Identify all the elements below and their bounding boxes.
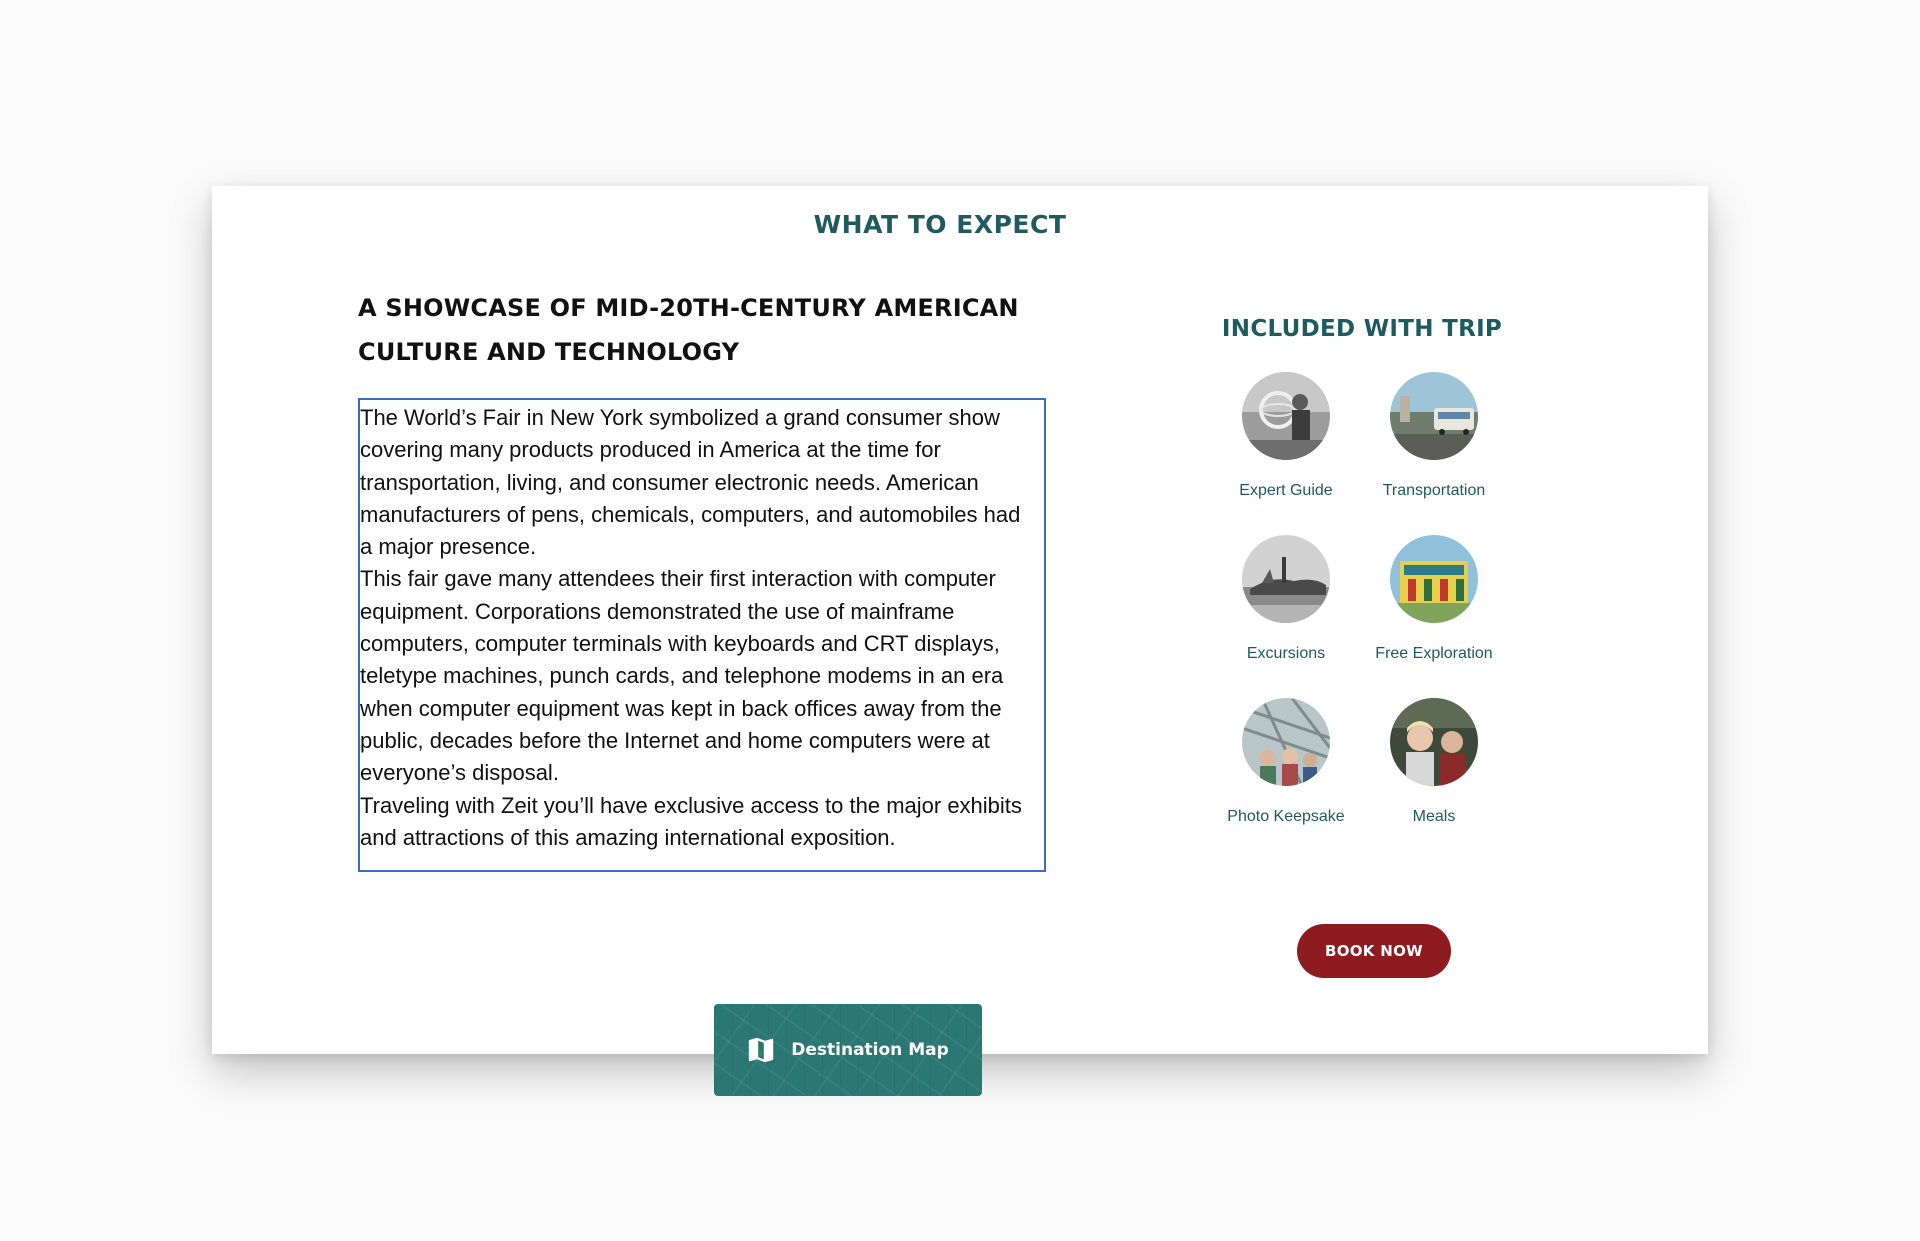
feature-excursions (1212, 535, 1360, 698)
article-column (358, 286, 1058, 1060)
expert-guide-photo (1242, 372, 1330, 460)
free-exploration-photo (1390, 535, 1478, 623)
meals-photo (1390, 698, 1478, 786)
feature-label: Expert Guide (1239, 482, 1333, 499)
feature-label: Excursions (1246, 645, 1326, 662)
destination-map-label: Destination Map (791, 1040, 949, 1060)
included-column (1212, 316, 1512, 825)
feature-label: Photo Keepsake (1227, 808, 1345, 825)
article-paragraph: Traveling with Zeit you’ll have exclusive access to the major exhibits and attractions of this amazing international exposition. (360, 792, 1022, 850)
feature-meals (1360, 698, 1508, 861)
content-card (212, 186, 1708, 1060)
book-now-button[interactable]: BOOK NOW (1297, 924, 1451, 978)
feature-transportation (1360, 372, 1508, 535)
article-heading: A SHOWCASE OF MID-20TH-CENTURY AMERICAN CULTURE AND TECHNOLOGY (358, 294, 1019, 366)
photo-keepsake-photo (1242, 698, 1330, 786)
destination-map-button[interactable] (714, 1004, 982, 1096)
included-title: INCLUDED WITH TRIP (1221, 316, 1503, 342)
article-text-box[interactable] (358, 398, 1046, 872)
included-grid (1212, 372, 1512, 861)
feature-expert-guide (1212, 372, 1360, 535)
feature-free-exploration (1360, 535, 1508, 698)
article-paragraph: This fair gave many attendees their first interaction with computer equipment. Corporations demonstrated the use of mainframe computers, computer terminals with keyboards and CRT displays, teletype machines, punch cards, and telephone modems in an era when computer equipment was kept in back offices away from the public, decades before the Internet and home computers were at everyone’s disposal. (360, 566, 1004, 786)
map-icon (747, 1036, 775, 1064)
article-paragraph: The World’s Fair in New York symbolized a grand consumer show covering many products produced in America at the time for transportation, living, and consumer electronic needs. American manufacturers of pens, chemicals, computers, and automobiles had a major presence. (360, 405, 1021, 560)
feature-photo-keepsake (1212, 698, 1360, 861)
feature-label: Meals (1412, 808, 1456, 825)
feature-label: Transportation (1382, 482, 1486, 499)
transportation-photo (1390, 372, 1478, 460)
excursions-photo (1242, 535, 1330, 623)
section-title: WHAT TO EXPECT (813, 210, 1067, 239)
feature-label: Free Exploration (1375, 645, 1493, 662)
